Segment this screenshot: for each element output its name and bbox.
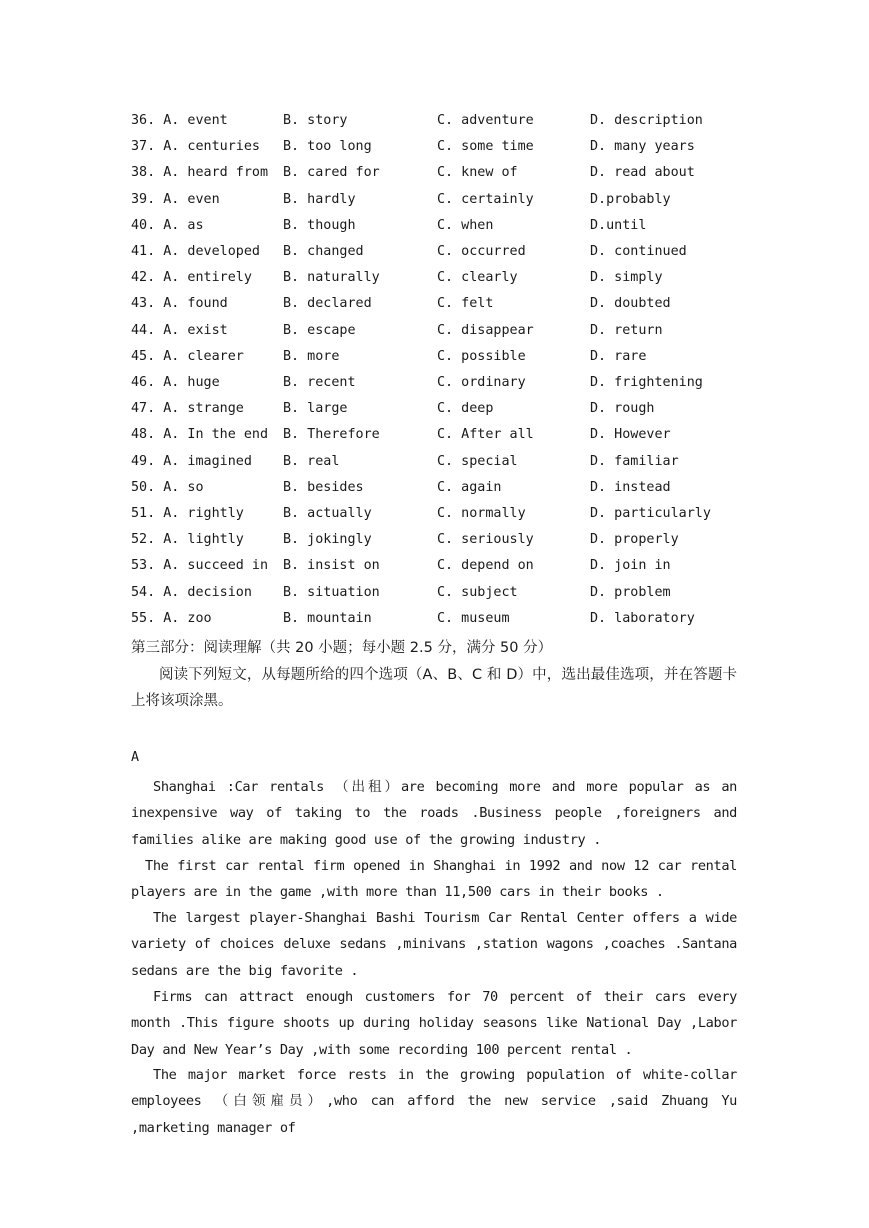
option-b: B. changed <box>283 244 364 259</box>
option-b: B. hardly <box>283 191 356 207</box>
option-a: 46. A. huge <box>131 375 220 390</box>
option-d: D. return <box>590 322 663 338</box>
option-c: C. occurred <box>437 244 526 259</box>
option-d: D.until <box>590 217 647 233</box>
paragraph: Shanghai :Car rentals （出租）are becoming more and more popular as an inexpensive way of taking to the roads .Business people ,foreigners and families alike are making good use of the growing industry . <box>131 779 737 848</box>
option-d: D. problem <box>590 584 671 600</box>
option-b: B. actually <box>283 506 372 521</box>
option-b: B. more <box>283 348 340 364</box>
option-a: 40. A. as <box>131 217 204 233</box>
option-a: 45. A. clearer <box>131 348 244 364</box>
option-a: 50. A. so <box>131 479 204 495</box>
option-b: B. large <box>283 401 348 417</box>
option-c: C. possible <box>437 348 526 364</box>
paragraph: Firms can attract enough customers for 70 percent of their cars every month .This figure shoots up during holiday seasons like National Day ,Labor Day and New Year’s Day ,with some recording 100 percent rental . <box>131 989 737 1058</box>
option-d: D. properly <box>590 532 679 548</box>
option-c: C. felt <box>437 296 494 312</box>
option-a: 48. A. In the end <box>131 427 269 443</box>
option-c: C. seriously <box>437 532 534 548</box>
option-c: C. some time <box>437 139 534 155</box>
option-b: B. mountain <box>283 610 372 626</box>
option-d: D. many years <box>590 139 695 155</box>
option-a: 39. A. even <box>131 191 220 207</box>
option-a: 55. A. zoo <box>131 610 212 626</box>
option-c: C. certainly <box>437 191 534 207</box>
option-a: 43. A. found <box>131 296 228 312</box>
option-b: B. cared for <box>283 165 380 181</box>
option-d: D. join in <box>590 558 671 574</box>
option-c: C. museum <box>437 610 510 626</box>
option-a: 49. A. imagined <box>131 453 252 469</box>
option-c: C. clearly <box>437 270 518 286</box>
option-a: 38. A. heard from <box>131 165 269 181</box>
option-d: D. rare <box>590 348 647 364</box>
option-a: 51. A. rightly <box>131 506 244 521</box>
option-a: 41. A. developed <box>131 244 260 259</box>
option-c: C. knew of <box>437 165 518 181</box>
option-a: 54. A. decision <box>131 584 252 600</box>
option-b: B. real <box>283 453 340 469</box>
option-b: B. declared <box>283 296 372 312</box>
option-a: 47. A. strange <box>131 401 244 417</box>
option-b: B. story <box>283 113 348 128</box>
option-c: C. again <box>437 479 502 495</box>
option-b: B. too long <box>283 139 372 155</box>
option-b: B. Therefore <box>283 427 380 443</box>
option-a: 36. A. event <box>131 113 228 128</box>
option-d: D. doubted <box>590 296 671 312</box>
option-d: D.probably <box>590 191 671 207</box>
option-a: 53. A. succeed in <box>131 558 269 574</box>
option-d: D. description <box>590 113 703 128</box>
passage-label: A <box>131 750 140 765</box>
option-b: B. recent <box>283 375 356 390</box>
option-d: D. laboratory <box>590 610 695 626</box>
option-b: B. jokingly <box>283 532 372 548</box>
option-b: B. situation <box>283 584 380 600</box>
instructions: 阅读下列短文，从每题所给的四个选项（A、B、C 和 D）中，选出最佳选项，并在答题卡上将该项涂黑。 <box>131 667 737 709</box>
paragraph: The first car rental firm opened in Shanghai in 1992 and now 12 car rental players are in the game ,with more than 11,500 cars in their books . <box>131 858 737 901</box>
option-b: B. insist on <box>283 558 380 574</box>
option-c: C. when <box>437 217 494 233</box>
option-c: C. After all <box>437 427 534 443</box>
option-b: B. naturally <box>283 270 380 286</box>
option-a: 52. A. lightly <box>131 532 244 548</box>
option-c: C. subject <box>437 584 518 600</box>
option-d: D. instead <box>590 479 671 495</box>
option-c: C. deep <box>437 401 494 417</box>
option-d: D. frightening <box>590 375 703 390</box>
option-c: C. depend on <box>437 558 534 574</box>
paragraph: The largest player-Shanghai Bashi Tourism Car Rental Center offers a wide variety of choices deluxe sedans ,minivans ,station wagons ,coaches .Santana sedans are the big favorite . <box>131 910 737 979</box>
option-c: C. ordinary <box>437 375 526 390</box>
option-d: D. familiar <box>590 453 679 469</box>
option-a: 42. A. entirely <box>131 270 252 286</box>
option-d: D. read about <box>590 165 695 181</box>
option-b: B. besides <box>283 479 364 495</box>
option-a: 37. A. centuries <box>131 139 260 155</box>
option-b: B. escape <box>283 322 356 338</box>
section-heading: 第三部分：阅读理解（共 20 小题；每小题 2.5 分，满分 50 分） <box>131 640 553 656</box>
option-b: B. though <box>283 217 356 233</box>
paragraph: The major market force rests in the growing population of white-collar employees （白领雇员）,who can afford the new service ,said Zhuang Yu ,marketing manager of <box>131 1067 737 1136</box>
option-c: C. special <box>437 453 518 469</box>
option-d: D. particularly <box>590 506 711 521</box>
option-d: D. continued <box>590 244 687 259</box>
option-d: D. rough <box>590 401 655 417</box>
option-d: D. However <box>590 427 671 443</box>
option-c: C. adventure <box>437 113 534 128</box>
option-d: D. simply <box>590 270 663 286</box>
option-a: 44. A. exist <box>131 322 228 338</box>
option-c: C. normally <box>437 506 526 521</box>
option-c: C. disappear <box>437 322 534 338</box>
